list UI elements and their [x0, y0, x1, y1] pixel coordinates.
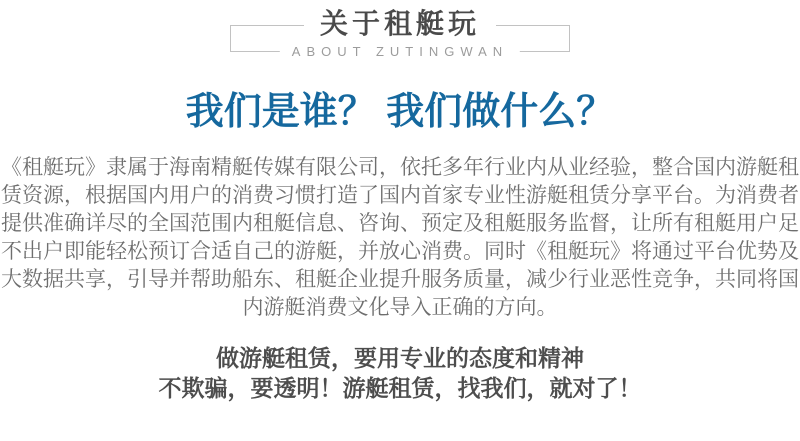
- section-subtitle: ABOUT ZUTINGWAN: [280, 45, 520, 59]
- about-paragraph-line: 提供准确详尽的全国范围内租艇信息、咨询、预定及租艇服务监督，让所有租艇用户足: [1, 212, 799, 235]
- slogan-line: 做游艇租赁，要用专业的态度和精神: [216, 345, 584, 371]
- about-paragraph: [0, 154, 800, 322]
- about-paragraph-line: 内游艇消费文化导入正确的方向。: [242, 296, 558, 319]
- about-paragraph-line: 《租艇玩》隶属于海南精艇传媒有限公司，依托多年行业内从业经验，整合国内游艇租: [1, 156, 799, 179]
- about-paragraph-line: 大数据共享，引导并帮助船东、租艇企业提升服务质量，减少行业恶性竞争，共同将国: [1, 268, 799, 291]
- about-section: [0, 9, 800, 441]
- section-title: 关于租艇玩: [304, 10, 496, 41]
- about-paragraph-line: 赁资源，根据国内用户的消费习惯打造了国内首家专业性游艇租赁分享平台。为消费者: [1, 184, 799, 207]
- section-header-frame: [230, 9, 570, 59]
- slogan-line: 不欺骗，要透明！游艇租赁，找我们，就对了！: [158, 375, 642, 401]
- about-paragraph-line: 不出户即能轻松预订合适自己的游艇，并放心消费。同时《租艇玩》将通过平台优势及: [1, 240, 799, 263]
- question-heading: 我们是谁？ 我们做什么？: [185, 91, 615, 133]
- slogan: [0, 343, 800, 403]
